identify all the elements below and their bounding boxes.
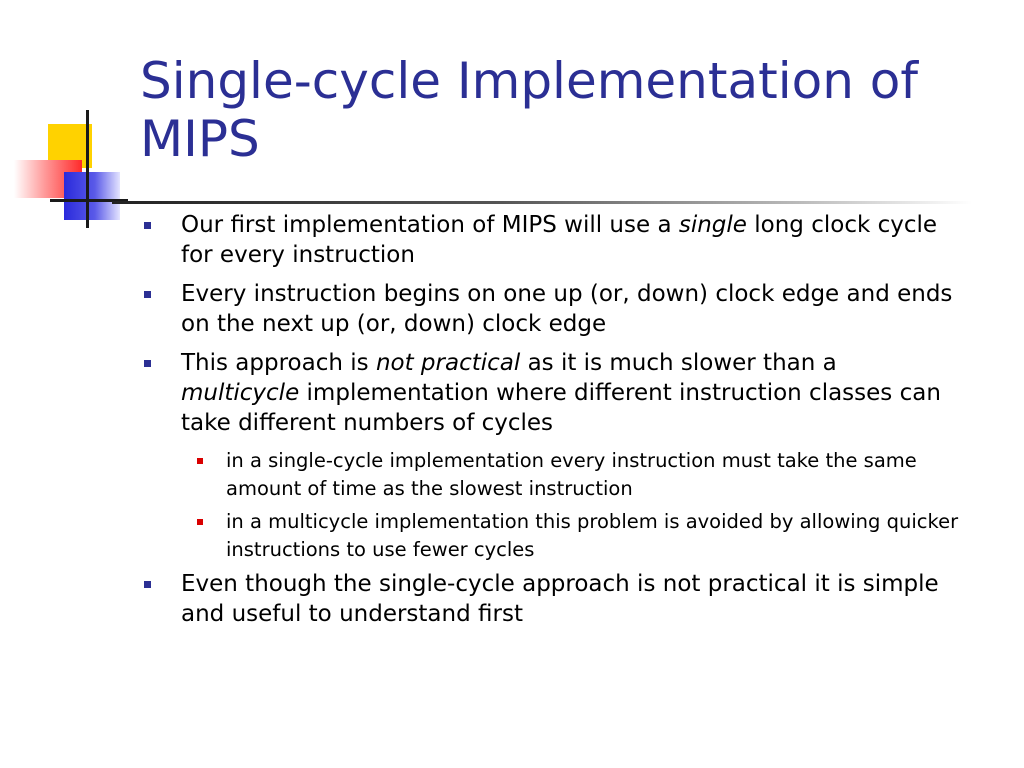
emphasis-single: single: [678, 212, 747, 238]
bullet-square-icon: [144, 291, 151, 298]
title-underline: [112, 201, 972, 204]
bullet-square-icon: [144, 360, 151, 367]
blue-gradient-square: [64, 172, 120, 220]
emphasis-multicycle: multicycle: [181, 380, 300, 406]
bullet-item: [140, 569, 960, 629]
decorative-squares-logo: [0, 0, 150, 240]
sub-bullet-list: [140, 447, 960, 564]
sub-bullet-item: [140, 447, 960, 503]
slide-body: [140, 210, 960, 638]
bullet-square-icon: [197, 519, 203, 525]
emphasis-not-practical: not practical: [375, 350, 521, 376]
bullet-text: Even though the single-cycle approach is not practical it is simple and useful to understand first: [181, 571, 939, 627]
bullet-item: [140, 210, 960, 270]
sub-bullet-text: in a single-cycle implementation every instruction must take the same amount of time as the slowest instruction: [226, 449, 917, 500]
bullet-item: [140, 279, 960, 339]
bullet-text: Our first implementation of MIPS will use a single long clock cycle for every instruction: [181, 212, 938, 268]
sub-bullet-text: in a multicycle implementation this problem is avoided by allowing quicker instructions to use fewer cycles: [226, 510, 959, 561]
bullet-square-icon: [144, 581, 151, 588]
slide-title: Single-cycle Implementation of MIPS: [140, 52, 918, 168]
bullet-square-icon: [197, 458, 203, 464]
sub-bullet-item: [140, 508, 960, 564]
bullet-text: This approach is not practical as it is much slower than a multicycle implementation where different instruction classes can take different numbers of cycles: [181, 350, 941, 436]
bullet-square-icon: [144, 222, 151, 229]
bullet-item: [140, 348, 960, 438]
bullet-text: Every instruction begins on one up (or, down) clock edge and ends on the next up (or, down) clock edge: [181, 281, 953, 337]
vertical-line: [86, 110, 89, 228]
